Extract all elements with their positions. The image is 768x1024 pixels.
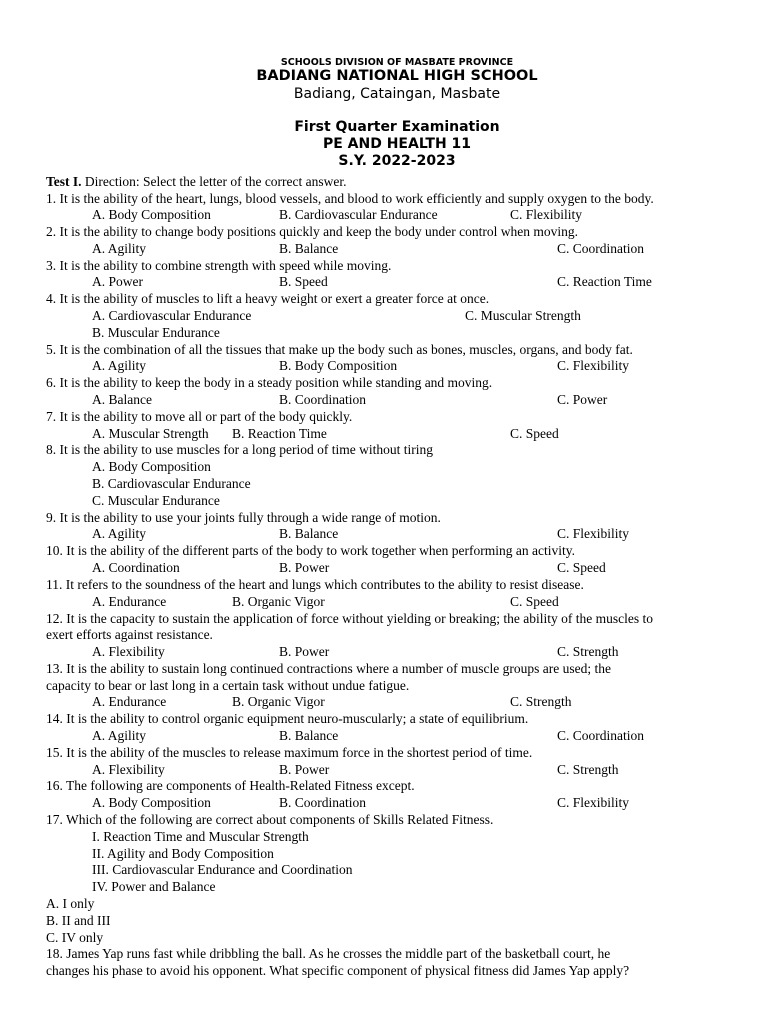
q1-option-a: A. Body Composition [92,207,211,222]
question-2: 2. It is the ability to change body positions quickly and keep the body under control when moving. [46,224,579,239]
q17-item-4: IV. Power and Balance [92,879,216,894]
question-8: 8. It is the ability to use muscles for a long period of time without tiring [46,442,433,457]
q4-option-c: C. Muscular Strength [465,308,581,323]
question-1: 1. It is the ability of the heart, lungs, blood vessels, and blood to work efficiently and supply oxygen to the body. [46,191,654,206]
q16-option-a: A. Body Composition [92,795,211,810]
q15-option-c: C. Strength [557,762,619,777]
question-13: 13. It is the ability to sustain long continued contractions where a number of muscle groups are used; the [46,661,611,676]
question-18-cont: changes his phase to avoid his opponent. What specific component of physical fitness did James Yap apply? [46,963,630,978]
q8-option-a: A. Body Composition [92,459,211,474]
question-12: 12. It is the capacity to sustain the application of force without yielding or breaking; the ability of the muscles to [46,611,653,626]
q14-option-a: A. Agility [92,728,147,743]
q11-option-a: A. Endurance [92,594,167,609]
question-11: 11. It refers to the soundness of the heart and lungs which contributes to the ability to resist disease. [46,577,584,592]
q16-option-c: C. Flexibility [557,795,630,810]
q10-option-b: B. Power [279,560,330,575]
q11-option-b: B. Organic Vigor [232,594,325,609]
exam-title: First Quarter Examination [294,119,500,135]
q3-option-a: A. Power [92,274,143,289]
question-13-cont: capacity to bear or last long in a certain task without undue fatigue. [46,678,410,693]
q7-option-b: B. Reaction Time [232,426,327,441]
q9-option-b: B. Balance [279,526,339,541]
question-15: 15. It is the ability of the muscles to release maximum force in the shortest period of time. [46,745,533,760]
q15-option-b: B. Power [279,762,330,777]
question-6: 6. It is the ability to keep the body in a steady position while standing and moving. [46,375,493,390]
q14-option-b: B. Balance [279,728,339,743]
q3-option-b: B. Speed [279,274,328,289]
q2-option-c: C. Coordination [557,241,644,256]
q1-option-b: B. Cardiovascular Endurance [279,207,438,222]
question-10: 10. It is the ability of the different parts of the body to work together when performing an activity. [46,543,575,558]
q17-option-c: C. IV only [46,930,104,945]
question-3: 3. It is the ability to combine strength with speed while moving. [46,258,392,273]
q10-option-a: A. Coordination [92,560,180,575]
q7-option-c: C. Speed [510,426,559,441]
q5-option-a: A. Agility [92,358,147,373]
q12-option-b: B. Power [279,644,330,659]
school-year: S.Y. 2022-2023 [338,153,456,169]
q3-option-c: C. Reaction Time [557,274,652,289]
q17-option-a: A. I only [46,896,95,911]
q6-option-b: B. Coordination [279,392,366,407]
q9-option-c: C. Flexibility [557,526,630,541]
question-9: 9. It is the ability to use your joints fully through a wide range of motion. [46,510,441,525]
q10-option-c: C. Speed [557,560,606,575]
q5-option-b: B. Body Composition [279,358,398,373]
question-12-cont: exert efforts against resistance. [46,627,213,642]
q2-option-b: B. Balance [279,241,339,256]
q7-option-a: A. Muscular Strength [92,426,209,441]
question-18: 18. James Yap runs fast while dribbling the ball. As he crosses the middle part of the basketball court, he [46,946,611,961]
q6-option-a: A. Balance [92,392,152,407]
question-14: 14. It is the ability to control organic equipment neuro-muscularly; a state of equilibrium. [46,711,529,726]
question-7: 7. It is the ability to move all or part of the body quickly. [46,409,353,424]
q13-option-a: A. Endurance [92,694,167,709]
q11-option-c: C. Speed [510,594,559,609]
q8-option-c: C. Muscular Endurance [92,493,220,508]
school-address: Badiang, Cataingan, Masbate [293,86,501,102]
division-name: SCHOOLS DIVISION OF MASBATE PROVINCE [280,57,514,68]
q16-option-b: B. Coordination [279,795,366,810]
subject-title: PE AND HEALTH 11 [322,136,472,152]
q9-option-a: A. Agility [92,526,147,541]
q1-option-c: C. Flexibility [510,207,583,222]
q14-option-c: C. Coordination [557,728,644,743]
q5-option-c: C. Flexibility [557,358,630,373]
q6-option-c: C. Power [557,392,608,407]
q13-option-c: C. Strength [510,694,572,709]
question-17: 17. Which of the following are correct about components of Skills Related Fitness. [46,812,494,827]
q2-option-a: A. Agility [92,241,147,256]
q17-option-b: B. II and III [46,913,111,928]
q17-item-1: I. Reaction Time and Muscular Strength [92,829,309,844]
q12-option-c: C. Strength [557,644,619,659]
q17-item-3: III. Cardiovascular Endurance and Coordination [92,862,353,877]
q12-option-a: A. Flexibility [92,644,165,659]
q4-option-b: B. Muscular Endurance [92,325,220,340]
question-5: 5. It is the combination of all the tissues that make up the body such as bones, muscles, organs, and body fat. [46,342,633,357]
question-16: 16. The following are components of Health-Related Fitness except. [46,778,415,793]
q15-option-a: A. Flexibility [92,762,165,777]
test-label: Test I. [46,174,82,189]
question-4: 4. It is the ability of muscles to lift a heavy weight or exert a greater force at once. [46,291,490,306]
q8-option-b: B. Cardiovascular Endurance [92,476,251,491]
school-name: BADIANG NATIONAL HIGH SCHOOL [256,68,538,84]
q4-option-a: A. Cardiovascular Endurance [92,308,252,323]
direction-text: Direction: Select the letter of the correct answer. [81,174,347,189]
q17-item-2: II. Agility and Body Composition [92,846,274,861]
test-direction [46,174,347,190]
q13-option-b: B. Organic Vigor [232,694,325,709]
